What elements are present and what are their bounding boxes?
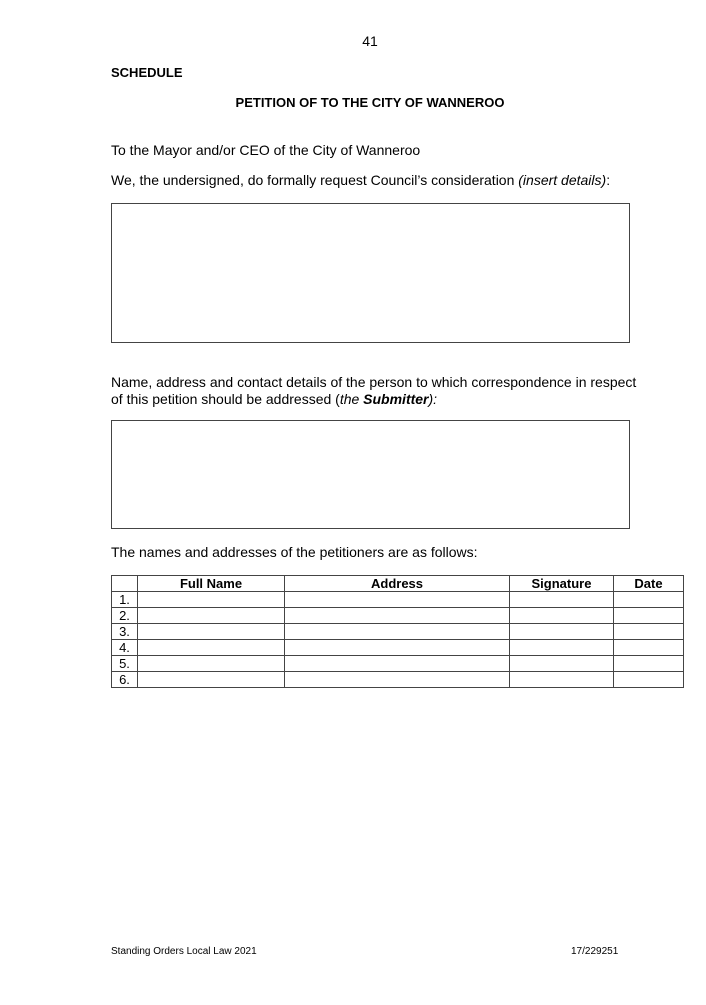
date-cell[interactable] bbox=[614, 624, 684, 640]
signature-cell[interactable] bbox=[510, 624, 614, 640]
signature-cell[interactable] bbox=[510, 640, 614, 656]
submitter-instruction-main: Name, address and contact details of the person to which correspondence in respect of this petition should be addressed ( bbox=[111, 374, 637, 407]
row-number: 2. bbox=[112, 608, 138, 624]
signature-cell[interactable] bbox=[510, 656, 614, 672]
address-cell[interactable] bbox=[285, 640, 510, 656]
table-row bbox=[112, 608, 684, 624]
header-full-name: Full Name bbox=[138, 576, 285, 592]
table-row bbox=[112, 592, 684, 608]
table-row bbox=[112, 640, 684, 656]
header-date: Date bbox=[614, 576, 684, 592]
request-text-end: : bbox=[606, 172, 611, 188]
table-row bbox=[112, 656, 684, 672]
petition-title: PETITION OF TO THE CITY OF WANNEROO bbox=[235, 95, 505, 110]
request-text-italic: (insert details) bbox=[518, 172, 607, 188]
full-name-cell[interactable] bbox=[138, 672, 285, 688]
address-cell[interactable] bbox=[285, 672, 510, 688]
full-name-cell[interactable] bbox=[138, 592, 285, 608]
page-number: 41 bbox=[362, 33, 378, 49]
signature-cell[interactable] bbox=[510, 672, 614, 688]
signature-cell[interactable] bbox=[510, 592, 614, 608]
date-cell[interactable] bbox=[614, 640, 684, 656]
row-number: 6. bbox=[112, 672, 138, 688]
submitter-instruction-end: ): bbox=[428, 391, 438, 407]
petitioners-intro: The names and addresses of the petitioners are as follows: bbox=[111, 544, 478, 560]
date-cell[interactable] bbox=[614, 672, 684, 688]
date-cell[interactable] bbox=[614, 608, 684, 624]
request-details-box[interactable] bbox=[111, 203, 630, 343]
date-cell[interactable] bbox=[614, 592, 684, 608]
row-number: 1. bbox=[112, 592, 138, 608]
header-number bbox=[112, 576, 138, 592]
full-name-cell[interactable] bbox=[138, 624, 285, 640]
footer-document-number: 17/229251 bbox=[571, 946, 619, 957]
table-header-row bbox=[112, 576, 684, 592]
schedule-heading: SCHEDULE bbox=[111, 65, 183, 80]
header-address: Address bbox=[285, 576, 510, 592]
submitter-details-box[interactable] bbox=[111, 420, 630, 529]
address-cell[interactable] bbox=[285, 592, 510, 608]
submitter-label: Submitter bbox=[363, 391, 429, 407]
table-row bbox=[112, 624, 684, 640]
addressee-text: To the Mayor and/or CEO of the City of Wanneroo bbox=[111, 142, 421, 158]
full-name-cell[interactable] bbox=[138, 608, 285, 624]
row-number: 5. bbox=[112, 656, 138, 672]
row-number: 4. bbox=[112, 640, 138, 656]
full-name-cell[interactable] bbox=[138, 656, 285, 672]
date-cell[interactable] bbox=[614, 656, 684, 672]
request-text bbox=[111, 172, 610, 189]
footer-document-title: Standing Orders Local Law 2021 bbox=[111, 946, 257, 957]
address-cell[interactable] bbox=[285, 608, 510, 624]
table-row bbox=[112, 672, 684, 688]
submitter-instruction-italic: the bbox=[339, 391, 364, 407]
petitioners-table bbox=[111, 575, 684, 688]
address-cell[interactable] bbox=[285, 656, 510, 672]
request-text-main: We, the undersigned, do formally request Council’s consideration bbox=[111, 172, 519, 188]
row-number: 3. bbox=[112, 624, 138, 640]
address-cell[interactable] bbox=[285, 624, 510, 640]
header-signature: Signature bbox=[510, 576, 614, 592]
full-name-cell[interactable] bbox=[138, 640, 285, 656]
signature-cell[interactable] bbox=[510, 608, 614, 624]
submitter-instruction bbox=[111, 374, 641, 408]
